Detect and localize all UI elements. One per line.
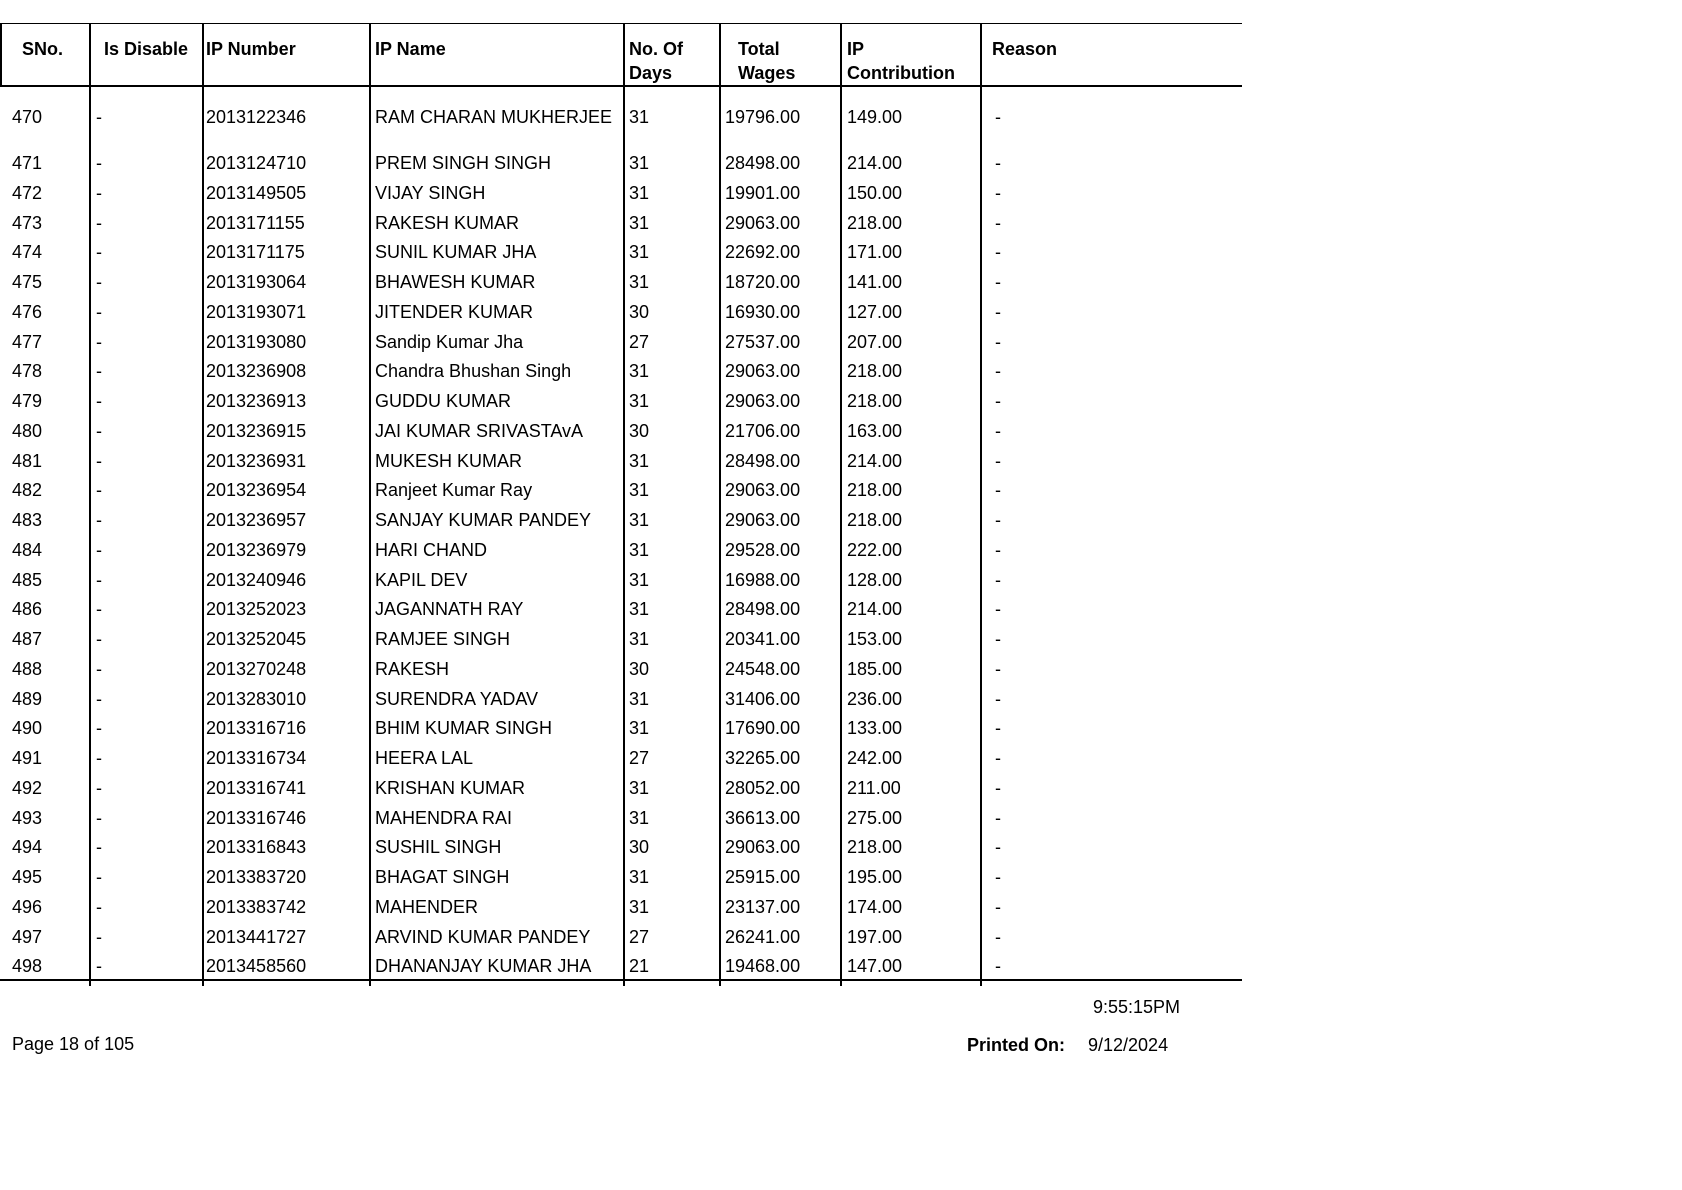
cell-ip-name: JAI KUMAR SRIVASTAvA <box>375 420 584 441</box>
cell-reason: - <box>995 212 1001 233</box>
cell-ip-number: 2013383742 <box>206 896 307 917</box>
cell-ip-name: HARI CHAND <box>375 539 488 560</box>
cell-ip-contribution: 149.00 <box>847 107 903 127</box>
column-divider <box>202 23 204 986</box>
cell-ip-number: 2013236954 <box>206 480 307 501</box>
print-time: 9:55:15PM <box>1093 997 1181 1017</box>
cell-total-wages: 29063.00 <box>725 480 801 501</box>
cell-ip-number: 2013441727 <box>206 926 307 947</box>
cell-no-of-days: 31 <box>629 718 650 739</box>
cell-total-wages: 20341.00 <box>725 629 801 649</box>
cell-total-wages: 19468.00 <box>725 956 801 977</box>
cell-reason: - <box>995 688 1001 709</box>
cell-is-disable: - <box>96 569 102 590</box>
cell-ip-number: 2013236915 <box>206 420 307 441</box>
cell-ip-name: KAPIL DEV <box>375 569 468 590</box>
cell-total-wages: 28498.00 <box>725 599 801 620</box>
cell-reason: - <box>995 450 1001 471</box>
cell-ip-contribution: 128.00 <box>847 569 903 590</box>
cell-sno: 493 <box>12 807 43 828</box>
cell-ip-name: SANJAY KUMAR PANDEY <box>375 510 592 530</box>
cell-ip-contribution: 211.00 <box>847 777 901 798</box>
cell-is-disable: - <box>96 956 102 977</box>
cell-is-disable: - <box>96 867 102 887</box>
cell-sno: 497 <box>12 926 43 947</box>
cell-reason: - <box>995 629 1001 649</box>
cell-total-wages: 26241.00 <box>725 926 801 947</box>
cell-ip-number: 2013316734 <box>206 748 307 768</box>
cell-sno: 481 <box>12 450 43 471</box>
cell-sno: 472 <box>12 182 43 203</box>
cell-no-of-days: 31 <box>629 361 650 382</box>
cell-no-of-days: 31 <box>629 777 650 798</box>
cell-no-of-days: 31 <box>629 896 650 917</box>
cell-ip-number: 2013149505 <box>206 182 307 203</box>
cell-ip-name: RAKESH KUMAR <box>375 212 520 233</box>
cell-ip-name: ARVIND KUMAR PANDEY <box>375 926 591 947</box>
cell-sno: 492 <box>12 777 43 798</box>
cell-sno: 496 <box>12 896 43 917</box>
cell-reason: - <box>995 480 1001 501</box>
cell-is-disable: - <box>96 361 102 382</box>
cell-is-disable: - <box>96 807 102 828</box>
cell-no-of-days: 31 <box>629 599 650 620</box>
cell-total-wages: 16988.00 <box>725 569 801 590</box>
cell-is-disable: - <box>96 510 102 530</box>
column-divider <box>980 23 982 986</box>
cell-ip-contribution: 218.00 <box>847 391 903 411</box>
cell-reason: - <box>995 867 1001 887</box>
cell-no-of-days: 30 <box>629 301 650 322</box>
cell-ip-name: BHIM KUMAR SINGH <box>375 718 553 739</box>
cell-ip-contribution: 218.00 <box>847 361 903 382</box>
cell-total-wages: 29063.00 <box>725 212 801 233</box>
cell-reason: - <box>995 242 1001 263</box>
cell-sno: 491 <box>12 748 43 768</box>
column-header-no-of-days: No. Of <box>629 39 683 59</box>
cell-total-wages: 28052.00 <box>725 777 801 798</box>
cell-reason: - <box>995 361 1001 382</box>
cell-sno: 486 <box>12 599 43 620</box>
cell-sno: 479 <box>12 391 43 411</box>
column-divider <box>89 23 91 986</box>
cell-no-of-days: 30 <box>629 658 650 679</box>
cell-ip-name: SUSHIL SINGH <box>375 837 502 858</box>
cell-reason: - <box>995 420 1001 441</box>
column-header-sno: SNo. <box>22 39 64 59</box>
cell-reason: - <box>995 272 1001 292</box>
cell-ip-number: 2013270248 <box>206 658 307 679</box>
cell-ip-number: 2013316843 <box>206 837 307 858</box>
cell-reason: - <box>995 896 1001 917</box>
cell-ip-number: 2013316716 <box>206 718 307 739</box>
cell-ip-number: 2013236908 <box>206 361 307 382</box>
cell-total-wages: 31406.00 <box>725 688 801 709</box>
cell-no-of-days: 31 <box>629 480 650 501</box>
printed-on-label: Printed On: <box>967 1035 1065 1055</box>
cell-sno: 478 <box>12 361 43 382</box>
table-top-rule <box>0 23 1242 24</box>
cell-no-of-days: 31 <box>629 807 650 828</box>
printed-on-date: 9/12/2024 <box>1088 1035 1169 1055</box>
header-bottom-rule <box>0 85 1242 87</box>
cell-reason: - <box>995 182 1001 203</box>
column-header-ip-name: IP Name <box>375 39 446 59</box>
cell-ip-number: 2013171155 <box>206 212 305 233</box>
cell-sno: 483 <box>12 510 43 530</box>
cell-no-of-days: 31 <box>629 629 650 649</box>
cell-ip-contribution: 147.00 <box>847 956 903 977</box>
cell-is-disable: - <box>96 658 102 679</box>
column-header-is-disable: Is Disable <box>104 39 189 59</box>
cell-ip-contribution: 163.00 <box>847 420 903 441</box>
cell-total-wages: 25915.00 <box>725 867 801 887</box>
cell-is-disable: - <box>96 629 102 649</box>
cell-ip-contribution: 275.00 <box>847 807 903 828</box>
cell-ip-name: SUNIL KUMAR JHA <box>375 242 537 263</box>
cell-ip-number: 2013383720 <box>206 867 307 887</box>
cell-sno: 482 <box>12 480 43 501</box>
cell-no-of-days: 31 <box>629 107 650 127</box>
cell-reason: - <box>995 510 1001 530</box>
cell-ip-number: 2013458560 <box>206 956 307 977</box>
cell-sno: 475 <box>12 272 43 292</box>
cell-sno: 476 <box>12 301 43 322</box>
cell-total-wages: 29063.00 <box>725 391 801 411</box>
cell-reason: - <box>995 807 1001 828</box>
cell-ip-contribution: 236.00 <box>847 688 903 709</box>
cell-reason: - <box>995 777 1001 798</box>
cell-no-of-days: 31 <box>629 391 650 411</box>
cell-ip-number: 2013283010 <box>206 688 307 709</box>
cell-reason: - <box>995 153 1001 173</box>
cell-ip-contribution: 150.00 <box>847 182 903 203</box>
cell-ip-contribution: 214.00 <box>847 599 903 620</box>
cell-sno: 473 <box>12 212 43 233</box>
cell-ip-number: 2013252045 <box>206 629 307 649</box>
cell-is-disable: - <box>96 182 102 203</box>
cell-is-disable: - <box>96 153 102 173</box>
cell-ip-name: SURENDRA YADAV <box>375 688 539 709</box>
cell-ip-number: 2013193080 <box>206 331 307 352</box>
cell-ip-name: MUKESH KUMAR <box>375 450 523 471</box>
cell-no-of-days: 31 <box>629 272 650 292</box>
cell-is-disable: - <box>96 748 102 768</box>
cell-is-disable: - <box>96 896 102 917</box>
cell-no-of-days: 31 <box>629 182 650 203</box>
cell-is-disable: - <box>96 926 102 947</box>
cell-ip-number: 2013252023 <box>206 599 307 620</box>
cell-is-disable: - <box>96 242 102 263</box>
column-header-total-wages: Total <box>738 39 780 59</box>
cell-reason: - <box>995 539 1001 560</box>
cell-no-of-days: 31 <box>629 153 650 173</box>
cell-ip-contribution: 127.00 <box>847 301 903 322</box>
cell-no-of-days: 31 <box>629 212 650 233</box>
cell-is-disable: - <box>96 688 102 709</box>
cell-reason: - <box>995 658 1001 679</box>
cell-reason: - <box>995 837 1001 858</box>
cell-reason: - <box>995 599 1001 620</box>
cell-ip-number: 2013171175 <box>206 242 305 263</box>
cell-ip-name: RAMJEE SINGH <box>375 629 511 649</box>
cell-no-of-days: 27 <box>629 926 650 947</box>
cell-ip-name: JAGANNATH RAY <box>375 599 524 620</box>
cell-sno: 474 <box>12 242 43 263</box>
cell-ip-name: JITENDER KUMAR <box>375 301 534 322</box>
cell-ip-contribution: 207.00 <box>847 331 903 352</box>
cell-sno: 494 <box>12 837 43 858</box>
cell-ip-name: MAHENDRA RAI <box>375 807 513 828</box>
cell-ip-contribution: 197.00 <box>847 926 903 947</box>
cell-total-wages: 16930.00 <box>725 301 801 322</box>
cell-total-wages: 24548.00 <box>725 658 801 679</box>
cell-ip-number: 2013316746 <box>206 807 307 828</box>
cell-ip-number: 2013316741 <box>206 777 307 798</box>
cell-ip-number: 2013124710 <box>206 153 307 173</box>
column-divider <box>840 23 842 986</box>
cell-is-disable: - <box>96 599 102 620</box>
cell-ip-contribution: 133.00 <box>847 718 903 739</box>
cell-sno: 487 <box>12 629 43 649</box>
cell-ip-contribution: 174.00 <box>847 896 903 917</box>
cell-total-wages: 29063.00 <box>725 837 801 858</box>
column-divider <box>369 23 371 986</box>
cell-reason: - <box>995 107 1001 127</box>
cell-ip-name: Ranjeet Kumar Ray <box>375 480 533 501</box>
cell-ip-contribution: 195.00 <box>847 867 903 887</box>
cell-ip-number: 2013240946 <box>206 569 307 590</box>
cell-ip-contribution: 218.00 <box>847 212 903 233</box>
cell-ip-name: RAKESH <box>375 658 450 679</box>
cell-ip-name: PREM SINGH SINGH <box>375 153 552 173</box>
cell-ip-contribution: 214.00 <box>847 153 903 173</box>
cell-ip-number: 2013236913 <box>206 391 307 411</box>
column-divider <box>623 23 625 986</box>
cell-is-disable: - <box>96 450 102 471</box>
cell-is-disable: - <box>96 301 102 322</box>
cell-ip-name: KRISHAN KUMAR <box>375 777 526 798</box>
cell-sno: 490 <box>12 718 43 739</box>
cell-sno: 470 <box>12 107 43 127</box>
cell-total-wages: 32265.00 <box>725 748 801 768</box>
cell-reason: - <box>995 926 1001 947</box>
column-header-total-wages: Wages <box>738 63 796 83</box>
cell-is-disable: - <box>96 212 102 233</box>
cell-ip-name: BHAGAT SINGH <box>375 867 510 887</box>
cell-total-wages: 19901.00 <box>725 182 801 203</box>
cell-ip-contribution: 185.00 <box>847 658 903 679</box>
cell-reason: - <box>995 748 1001 768</box>
cell-is-disable: - <box>96 107 102 127</box>
cell-ip-contribution: 218.00 <box>847 510 903 530</box>
cell-ip-name: BHAWESH KUMAR <box>375 272 536 292</box>
cell-is-disable: - <box>96 718 102 739</box>
column-header-ip-contribution: Contribution <box>847 63 955 83</box>
cell-total-wages: 22692.00 <box>725 242 801 263</box>
cell-no-of-days: 31 <box>629 867 650 887</box>
cell-sno: 484 <box>12 539 43 560</box>
cell-reason: - <box>995 301 1001 322</box>
cell-total-wages: 23137.00 <box>725 896 801 917</box>
cell-no-of-days: 27 <box>629 748 650 768</box>
cell-reason: - <box>995 391 1001 411</box>
cell-ip-name: GUDDU KUMAR <box>375 391 512 411</box>
cell-ip-contribution: 222.00 <box>847 539 903 560</box>
cell-is-disable: - <box>96 391 102 411</box>
cell-sno: 489 <box>12 688 43 709</box>
page-number: Page 18 of 105 <box>12 1034 135 1054</box>
cell-ip-contribution: 141.00 <box>847 272 903 292</box>
cell-sno: 471 <box>12 153 43 173</box>
cell-total-wages: 29528.00 <box>725 539 801 560</box>
cell-total-wages: 21706.00 <box>725 420 801 441</box>
cell-ip-name: DHANANJAY KUMAR JHA <box>375 956 592 977</box>
table-left-edge <box>0 23 2 86</box>
column-header-no-of-days: Days <box>629 63 673 83</box>
cell-ip-number: 2013236957 <box>206 510 307 530</box>
column-divider <box>719 23 721 986</box>
cell-is-disable: - <box>96 837 102 858</box>
cell-ip-contribution: 153.00 <box>847 629 903 649</box>
column-header-ip-number: IP Number <box>206 39 296 59</box>
cell-no-of-days: 31 <box>629 539 650 560</box>
cell-ip-name: Chandra Bhushan Singh <box>375 361 572 382</box>
cell-total-wages: 28498.00 <box>725 450 801 471</box>
cell-is-disable: - <box>96 420 102 441</box>
cell-no-of-days: 30 <box>629 837 650 858</box>
cell-ip-name: Sandip Kumar Jha <box>375 331 524 352</box>
cell-no-of-days: 30 <box>629 420 650 441</box>
cell-no-of-days: 31 <box>629 510 650 530</box>
cell-no-of-days: 21 <box>629 956 650 977</box>
cell-sno: 498 <box>12 956 43 977</box>
cell-ip-name: VIJAY SINGH <box>375 182 486 203</box>
cell-total-wages: 28498.00 <box>725 153 801 173</box>
cell-ip-number: 2013122346 <box>206 107 307 127</box>
cell-reason: - <box>995 331 1001 352</box>
cell-is-disable: - <box>96 272 102 292</box>
cell-ip-contribution: 214.00 <box>847 450 903 471</box>
cell-ip-number: 2013236979 <box>206 539 307 560</box>
column-header-ip-contribution: IP <box>847 39 865 59</box>
cell-is-disable: - <box>96 331 102 352</box>
cell-ip-contribution: 242.00 <box>847 748 903 768</box>
cell-total-wages: 29063.00 <box>725 510 801 530</box>
cell-total-wages: 36613.00 <box>725 807 801 828</box>
cell-ip-number: 2013193071 <box>206 301 307 322</box>
column-header-reason: Reason <box>992 39 1058 59</box>
table-bottom-rule <box>0 979 1242 981</box>
cell-ip-number: 2013236931 <box>206 450 307 471</box>
cell-total-wages: 27537.00 <box>725 331 801 352</box>
cell-total-wages: 29063.00 <box>725 361 801 382</box>
cell-no-of-days: 27 <box>629 331 650 352</box>
cell-ip-contribution: 218.00 <box>847 837 903 858</box>
cell-sno: 488 <box>12 658 43 679</box>
cell-sno: 485 <box>12 569 43 590</box>
cell-total-wages: 17690.00 <box>725 718 801 739</box>
cell-is-disable: - <box>96 777 102 798</box>
cell-no-of-days: 31 <box>629 688 650 709</box>
cell-ip-contribution: 171.00 <box>847 242 903 263</box>
cell-reason: - <box>995 718 1001 739</box>
cell-ip-name: RAM CHARAN MUKHERJEE <box>375 107 613 127</box>
cell-ip-contribution: 218.00 <box>847 480 903 501</box>
cell-no-of-days: 31 <box>629 242 650 263</box>
cell-is-disable: - <box>96 539 102 560</box>
cell-ip-name: HEERA LAL <box>375 748 474 768</box>
cell-ip-number: 2013193064 <box>206 272 307 292</box>
cell-reason: - <box>995 569 1001 590</box>
cell-no-of-days: 31 <box>629 569 650 590</box>
cell-total-wages: 19796.00 <box>725 107 801 127</box>
cell-sno: 480 <box>12 420 43 441</box>
cell-total-wages: 18720.00 <box>725 272 801 292</box>
cell-sno: 495 <box>12 867 43 887</box>
cell-reason: - <box>995 956 1001 977</box>
cell-no-of-days: 31 <box>629 450 650 471</box>
cell-ip-name: MAHENDER <box>375 896 479 917</box>
cell-sno: 477 <box>12 331 43 352</box>
cell-is-disable: - <box>96 480 102 501</box>
